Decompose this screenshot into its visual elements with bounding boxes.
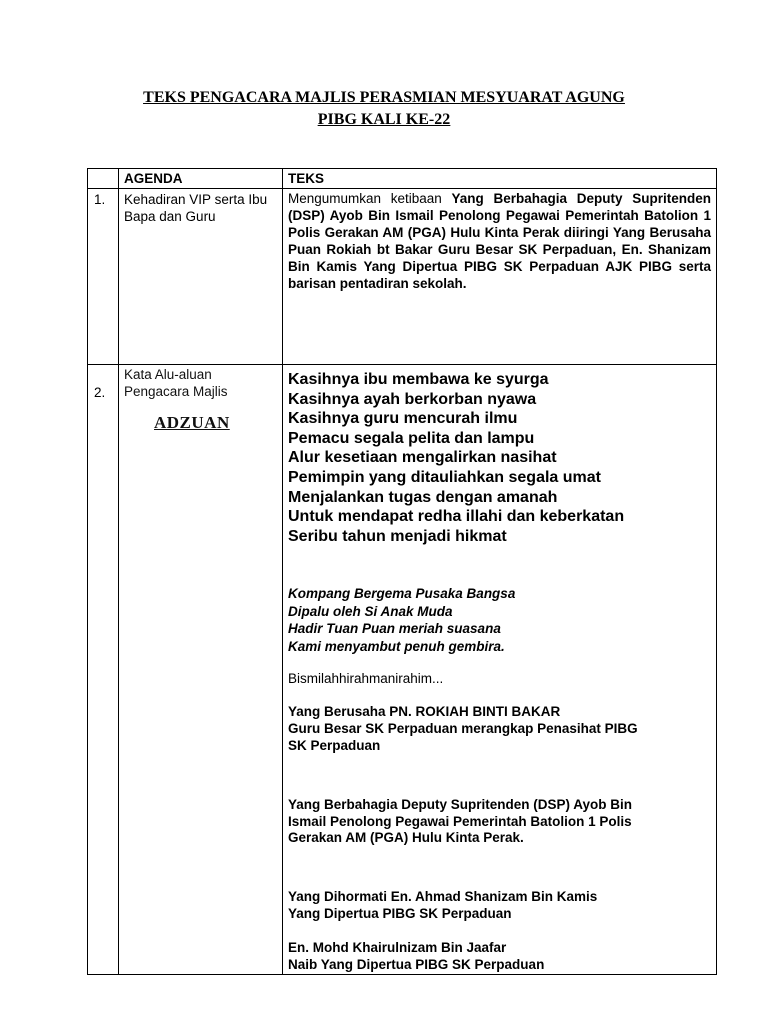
- teks-cell: [283, 365, 717, 975]
- pantun-line: Kasihnya ibu membawa ke syurga: [288, 371, 549, 388]
- pantun-line: Pemimpin yang ditauliahkan segala umat: [288, 468, 601, 486]
- pantun-line: Alur kesetiaan mengalirkan nasihat: [288, 449, 557, 467]
- syair-line: Kompang Bergema Pusaka Bangsa: [288, 586, 516, 602]
- greeting-line: Yang Dipertua PIBG SK Perpaduan: [288, 905, 512, 921]
- greeting-line: Naib Yang Dipertua PIBG SK Perpaduan: [288, 956, 545, 972]
- title-line-2: PIBG KALI KE-22: [317, 111, 451, 128]
- pantun-line: Kasihnya guru mencurah ilmu: [288, 410, 518, 428]
- greeting-block-3: [288, 889, 711, 923]
- row-number: 1.: [88, 189, 119, 365]
- table-header-row: [88, 169, 717, 189]
- greeting-block-4: [288, 940, 711, 974]
- agenda-table: [87, 168, 717, 975]
- greeting-line: SK Perpaduan: [288, 737, 381, 753]
- agenda-cell: [119, 365, 283, 975]
- greeting-line: Yang Berusaha PN. ROKIAH BINTI BAKAR: [288, 704, 561, 720]
- agenda-line-2: Pengacara Majlis: [124, 384, 228, 399]
- teks-bold: Yang Berbahagia Deputy Supritenden (DSP) Ayob Bin Ismail Penolong Pegawai Pemerintah Batolion 1 Polis Gerakan AM (PGA) Hulu Kinta Perak diiringi Yang Berusaha Puan Rokiah bt Bakar Guru Besar SK Perpaduan, En. Shanizam Bin Kamis Yang Dipertua PIBG SK Perpaduan AJK PIBG serta barisan pentadiran sekolah.: [288, 191, 711, 291]
- pantun-block: [288, 370, 711, 546]
- greeting-line: Ismail Penolong Pegawai Pemerintah Batolion 1 Polis: [288, 813, 632, 829]
- document-title: [0, 87, 768, 131]
- title-line-1: TEKS PENGACARA MAJLIS PERASMIAN MESYUARAT AGUNG: [143, 89, 625, 106]
- pantun-line: Kasihnya ayah berkorban nyawa: [288, 390, 537, 408]
- header-cell-teks: TEKS: [283, 169, 717, 189]
- pantun-line: Menjalankan tugas dengan amanah: [288, 488, 558, 506]
- header-cell-num: [88, 169, 119, 189]
- emcee-name: ADZUAN: [154, 413, 230, 432]
- agenda-line-1: Kata Alu-aluan: [124, 367, 212, 382]
- row-number: 2.: [88, 365, 119, 975]
- greeting-line: Yang Berbahagia Deputy Supritenden (DSP) Ayob Bin: [288, 796, 633, 812]
- greeting-block-2: [288, 797, 711, 847]
- pantun-line: Pemacu segala pelita dan lampu: [288, 429, 535, 447]
- pantun-line: Seribu tahun menjadi hikmat: [288, 527, 507, 545]
- table-row: [88, 189, 717, 365]
- syair-line: Hadir Tuan Puan meriah suasana: [288, 621, 501, 637]
- header-cell-agenda: AGENDA: [119, 169, 283, 189]
- greeting-line: En. Mohd Khairulnizam Bin Jaafar: [288, 939, 507, 955]
- teks-cell: [283, 189, 717, 365]
- pantun-line: Untuk mendapat redha illahi dan keberkatan: [288, 508, 625, 526]
- greeting-line: Yang Dihormati En. Ahmad Shanizam Bin Kamis: [288, 889, 598, 905]
- syair-line: Dipalu oleh Si Anak Muda: [288, 603, 453, 619]
- teks-lead: Mengumumkan ketibaan: [288, 191, 452, 206]
- bismillah-line: Bismilahhirahmanirahim...: [288, 671, 444, 687]
- table-row: [88, 365, 717, 975]
- agenda-cell: Kehadiran VIP serta Ibu Bapa dan Guru: [119, 189, 283, 365]
- syair-block: [288, 585, 711, 655]
- greeting-line: Guru Besar SK Perpaduan merangkap Penasihat PIBG: [288, 721, 638, 737]
- greeting-block-1: [288, 704, 711, 754]
- greeting-line: Gerakan AM (PGA) Hulu Kinta Perak.: [288, 830, 524, 846]
- syair-line: Kami menyambut penuh gembira.: [288, 638, 505, 654]
